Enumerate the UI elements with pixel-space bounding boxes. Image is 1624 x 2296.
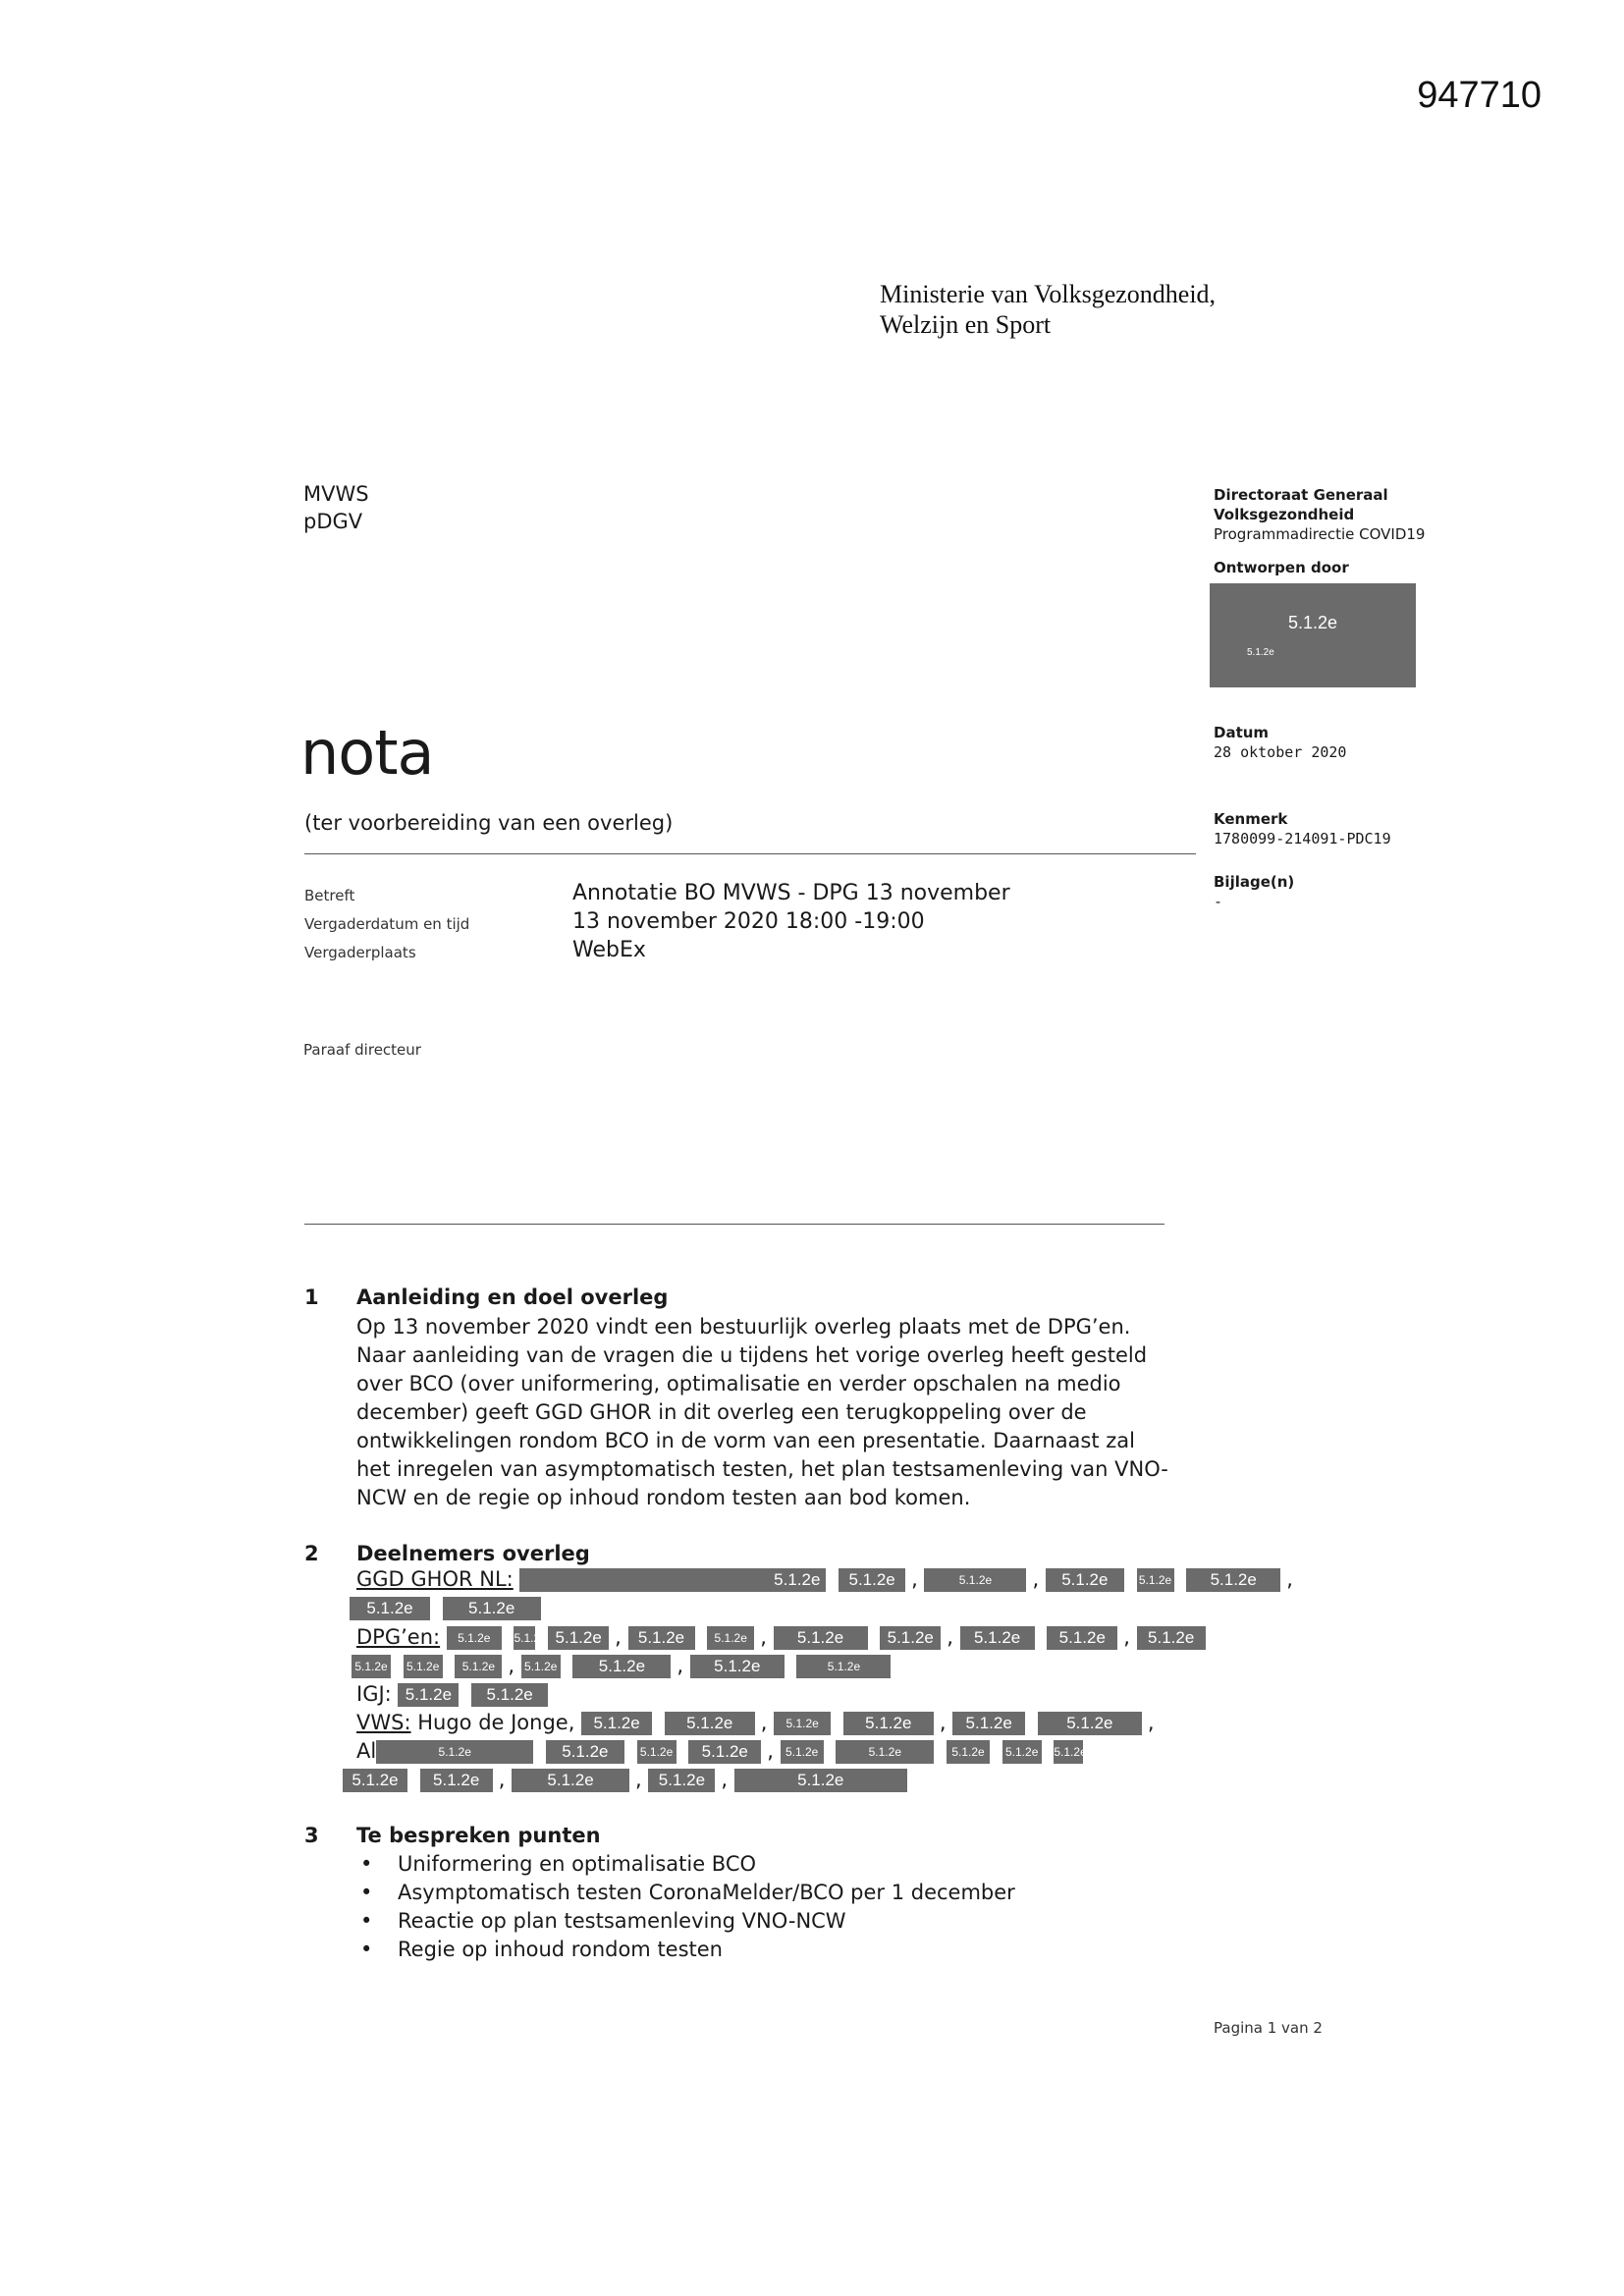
redaction-block: 5.1.2e — [836, 1740, 934, 1764]
subject-label: Betreft — [304, 887, 355, 904]
redaction-block: 5.1.2e — [1054, 1740, 1083, 1764]
redaction-block: 5.1.2e — [665, 1712, 755, 1735]
page-number: Pagina 1 van 2 — [1214, 2019, 1323, 2037]
section-1-body — [356, 1313, 1211, 1512]
redaction-block: 5.1.2e — [420, 1769, 493, 1792]
date-label: Datum — [1214, 724, 1270, 741]
list-item: • Reactie op plan testsamenleving VNO-NCW — [356, 1907, 1015, 1936]
ministry-logo-text — [880, 279, 1216, 340]
redaction-block: 5.1.2e — [690, 1655, 785, 1678]
reference-value: 1780099-214091-PDC19 — [1214, 830, 1391, 847]
igj-label: IGJ: — [356, 1682, 392, 1706]
redaction-block: 5.1.2e — [774, 1626, 868, 1650]
redaction-block: 5.1.2e — [960, 1626, 1035, 1650]
document-id: 947710 — [1417, 75, 1542, 116]
redaction-block: 5.1.2e — [1047, 1626, 1117, 1650]
redaction-block: 5.1.2e — [581, 1712, 652, 1735]
redaction-block: 5.1.2e — [350, 1597, 430, 1620]
designed-by-label: Ontworpen door — [1214, 559, 1349, 576]
attachments-label: Bijlage(n) — [1214, 873, 1295, 891]
redaction-block: 5.1.2e — [796, 1655, 891, 1678]
redaction-block: 5.1.2e — [521, 1655, 561, 1678]
redaction-block: 5.1.2e — [1137, 1626, 1206, 1650]
redaction-block: 5.1.2e — [947, 1740, 990, 1764]
list-item: • Asymptomatisch testen CoronaMelder/BCO per 1 december — [356, 1879, 1015, 1907]
section-2-number: 2 — [304, 1542, 319, 1565]
datetime-value: 13 november 2020 18:00 -19:00 — [572, 909, 925, 934]
participants-ggd-row-2 — [350, 1596, 547, 1620]
redaction-block: 5.1.2e — [839, 1568, 905, 1592]
redaction-block: 5.1.2e — [548, 1626, 609, 1650]
datetime-label: Vergaderdatum en tijd — [304, 915, 470, 933]
redaction-block: 5.1.2e — [512, 1769, 629, 1792]
paraaf-label: Paraaf directeur — [303, 1041, 421, 1059]
section-1-line: over BCO (over uniformering, optimalisatie en verder opschalen na medio — [356, 1372, 1121, 1395]
redaction-block: 5.1.2e — [648, 1769, 715, 1792]
redaction-block: 5.1.2e — [1186, 1568, 1280, 1592]
section-1-line: het inregelen van asymptomatisch testen, het plan testsamenleving van VNO- — [356, 1457, 1168, 1481]
redaction-block: 5.1.2e — [376, 1740, 533, 1764]
attachments-block — [1214, 872, 1479, 911]
designed-by-redaction — [1210, 583, 1416, 687]
redaction-block: 5.1.2e — [688, 1740, 761, 1764]
date-block — [1214, 723, 1479, 762]
redaction-block: 5.1.2e — [1046, 1568, 1124, 1592]
section-2-heading: Deelnemers overleg — [356, 1542, 590, 1565]
redaction-code: 5.1.2e — [1287, 613, 1338, 632]
section-1-line: NCW en de regie op inhoud rondom testen aan bod komen. — [356, 1486, 971, 1509]
redaction-block: 5.1.2e — [1038, 1712, 1142, 1735]
list-item: • Uniformering en optimalisatie BCO — [356, 1850, 1015, 1879]
redaction-block: 5.1.2e — [546, 1740, 624, 1764]
redaction-block: 5.1.2e — [343, 1769, 407, 1792]
redaction-block: 5.1.2e — [519, 1568, 826, 1592]
redaction-block: 5.1.2e — [880, 1626, 941, 1650]
section-1-line: december) geeft GGD GHOR in dit overleg een terugkoppeling over de — [356, 1400, 1087, 1424]
subject-value: Annotatie BO MVWS - DPG 13 november — [572, 881, 1010, 905]
redaction-block: 5.1.2e — [637, 1740, 677, 1764]
ministry-line-2: Welzijn en Sport — [880, 310, 1052, 339]
redaction-block: 5.1.2e — [774, 1712, 831, 1735]
list-item: • Regie op inhoud rondom testen — [356, 1936, 1015, 1964]
redaction-block: 5.1.2e — [398, 1683, 459, 1707]
redaction-code-small: 5.1.2e — [1247, 647, 1274, 658]
reference-block — [1214, 809, 1479, 848]
participants-dpg-row: DPG’en: 5.1.2e 5.1.2e 5.1.2e , 5.1.2e 5.1.2e , 5.1.2e 5.1.2e , 5.1.2e 5.1.2e , 5.1.2e — [356, 1625, 1212, 1650]
org-line-2: Volksgezondheid — [1214, 506, 1355, 523]
redaction-block: 5.1.2e — [952, 1712, 1025, 1735]
sidebar-organisation — [1214, 485, 1479, 544]
org-line-3: Programmadirectie COVID19 — [1214, 525, 1426, 543]
redaction-block: 5.1.2e — [443, 1597, 541, 1620]
redaction-block: 5.1.2e — [471, 1683, 548, 1707]
redaction-block: 5.1.2e — [572, 1655, 671, 1678]
attachments-value: - — [1214, 893, 1223, 910]
redaction-block: 5.1.2e — [1137, 1568, 1174, 1592]
redaction-block: 5.1.2e — [924, 1568, 1026, 1592]
redaction-block: 5.1.2e — [455, 1655, 502, 1678]
header-divider — [304, 853, 1196, 854]
designed-by-label-wrap — [1214, 558, 1479, 577]
redaction-block: 5.1.2e — [514, 1626, 535, 1650]
ggd-label: GGD GHOR NL: — [356, 1567, 514, 1591]
date-value: 28 oktober 2020 — [1214, 743, 1347, 761]
section-1-heading: Aanleiding en doel overleg — [356, 1285, 669, 1309]
addressee-line-1: MVWS — [303, 482, 369, 506]
section-3-heading: Te bespreken punten — [356, 1824, 601, 1847]
redaction-block: 5.1.2e — [447, 1626, 502, 1650]
al-prefix: Al — [356, 1739, 377, 1763]
dpg-label: DPG’en: — [356, 1625, 441, 1649]
participants-ggd-row: GGD GHOR NL: 5.1.2e 5.1.2e , 5.1.2e , 5.1.2e 5.1.2e 5.1.2e , — [356, 1567, 1293, 1591]
redaction-block: 5.1.2e — [843, 1712, 934, 1735]
document-subtitle: (ter voorbereiding van een overleg) — [304, 811, 674, 835]
section-3-number: 3 — [304, 1824, 319, 1847]
section-1-line: Naar aanleiding van de vragen die u tijdens het vorige overleg heeft gesteld — [356, 1343, 1148, 1367]
document-type-title: nota — [300, 717, 434, 789]
section-1-line: ontwikkelingen rondom BCO in de vorm van een presentatie. Daarnaast zal — [356, 1429, 1136, 1452]
ministry-line-1: Ministerie van Volksgezondheid, — [880, 280, 1217, 308]
participants-igj-row — [356, 1682, 554, 1707]
participants-dpg-row-2: 5.1.2e 5.1.2e 5.1.2e , 5.1.2e 5.1.2e , 5.1.2e 5.1.2e — [352, 1654, 896, 1678]
paraaf-divider — [304, 1224, 1164, 1225]
participants-vws-row-2: Al 5.1.2e 5.1.2e 5.1.2e 5.1.2e , 5.1.2e 5.1.2e 5.1.2e 5.1.2e 5.1.2e — [356, 1739, 1087, 1763]
redaction-block: 5.1.2e — [734, 1769, 907, 1792]
section-1-number: 1 — [304, 1285, 319, 1309]
redaction-block: 5.1.2e — [352, 1655, 391, 1678]
addressee-block — [303, 480, 369, 535]
addressee-line-2: pDGV — [303, 510, 363, 533]
redaction-block: 5.1.2e — [781, 1740, 824, 1764]
section-1-line: Op 13 november 2020 vindt een bestuurlijk overleg plaats met de DPG’en. — [356, 1315, 1131, 1339]
participants-vws-row: VWS: Hugo de Jonge, 5.1.2e 5.1.2e , 5.1.2e 5.1.2e , 5.1.2e 5.1.2e , — [356, 1711, 1155, 1734]
redaction-block: 5.1.2e — [707, 1626, 754, 1650]
redaction-block: 5.1.2e — [1002, 1740, 1042, 1764]
participants-vws-row-3: 5.1.2e 5.1.2e , 5.1.2e , 5.1.2e , 5.1.2e — [343, 1768, 913, 1792]
reference-label: Kenmerk — [1214, 810, 1288, 828]
vws-label: VWS: — [356, 1711, 411, 1734]
location-label: Vergaderplaats — [304, 944, 416, 961]
org-line-1: Directoraat Generaal — [1214, 486, 1388, 504]
discussion-points-list — [356, 1850, 1015, 1964]
redaction-block: 5.1.2e — [628, 1626, 695, 1650]
redaction-block: 5.1.2e — [404, 1655, 443, 1678]
vws-name: Hugo de Jonge, — [417, 1711, 575, 1734]
location-value: WebEx — [572, 938, 646, 962]
